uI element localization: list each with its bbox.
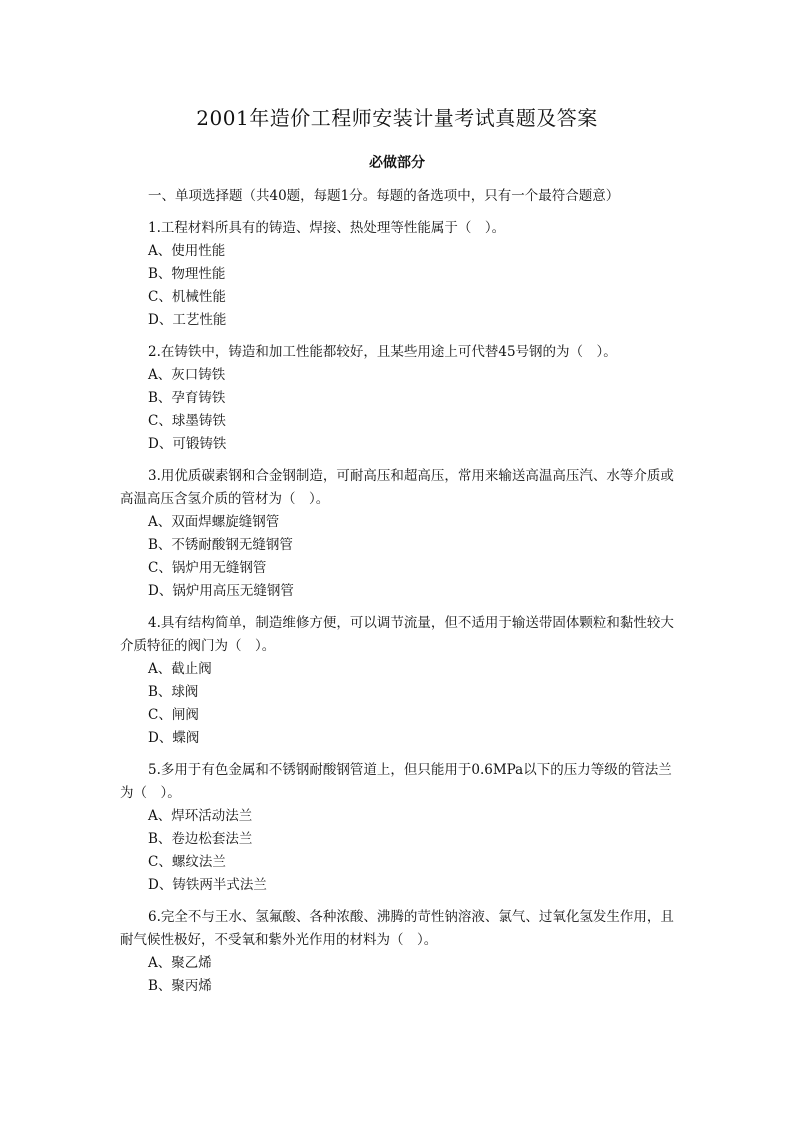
option-list — [120, 952, 680, 998]
option-b: B、球阀 — [148, 684, 199, 700]
question-stem: 5.多用于有色金属和不锈钢耐酸钢管道上，但只能用于0.6MPa以下的压力等级的管法兰为（ ）。 — [120, 762, 672, 801]
option-d: D、铸铁两半式法兰 — [148, 877, 267, 893]
option-b: B、孕育铸铁 — [148, 390, 226, 406]
option-b: B、物理性能 — [148, 266, 226, 282]
option-list — [120, 364, 680, 456]
option-d: D、锅炉用高压无缝钢管 — [148, 583, 294, 599]
option-c: C、球墨铸铁 — [148, 413, 226, 429]
option-b: B、不锈耐酸钢无缝钢管 — [148, 537, 293, 553]
option-d: D、工艺性能 — [148, 312, 227, 328]
question-3 — [120, 465, 680, 603]
option-c: C、闸阀 — [148, 707, 199, 723]
option-b: B、聚丙烯 — [148, 978, 212, 994]
section-heading: 必做部分 — [369, 155, 425, 171]
option-list — [120, 658, 680, 750]
question-4 — [120, 612, 680, 750]
question-6 — [120, 906, 680, 998]
option-a: A、焊环活动法兰 — [148, 808, 253, 824]
question-type-instructions: 一、单项选择题（共40题，每题1分。每题的备选项中，只有一个最符合题意） — [148, 188, 620, 204]
option-a: A、灰口铸铁 — [148, 367, 226, 383]
question-stem: 2.在铸铁中，铸造和加工性能都较好，且某些用途上可代替45号钢的为（ ）。 — [148, 344, 617, 360]
option-a: A、双面焊螺旋缝钢管 — [148, 514, 280, 530]
option-b: B、卷边松套法兰 — [148, 831, 253, 847]
question-stem: 6.完全不与王水、氢氟酸、各种浓酸、沸腾的苛性钠溶液、氯气、过氧化氢发生作用，且耐气候性极好，不受氧和紫外光作用的材料为（ ）。 — [120, 909, 674, 948]
option-list — [120, 511, 680, 603]
option-c: C、机械性能 — [148, 289, 226, 305]
question-5 — [120, 759, 680, 897]
question-1 — [120, 217, 680, 332]
document-title: 2001年造价工程师安装计量考试真题及答案 — [196, 106, 598, 130]
question-stem: 4.具有结构简单，制造维修方便，可以调节流量，但不适用于输送带固体颗粒和黏性较大介质特征的阀门为（ ）。 — [120, 615, 674, 654]
option-c: C、锅炉用无缝钢管 — [148, 560, 267, 576]
option-d: D、蝶阀 — [148, 730, 200, 746]
option-a: A、截止阀 — [148, 661, 212, 677]
option-d: D、可锻铸铁 — [148, 436, 227, 452]
option-list — [120, 805, 680, 897]
question-stem: 3.用优质碳素钢和合金钢制造，可耐高压和超高压，常用来输送高温高压汽、水等介质或高温高压含氢介质的管材为（ ）。 — [120, 468, 674, 507]
option-c: C、螺纹法兰 — [148, 854, 226, 870]
question-stem: 1.工程材料所具有的铸造、焊接、热处理等性能属于（ ）。 — [148, 220, 506, 236]
question-2 — [120, 341, 680, 456]
option-list — [120, 240, 680, 332]
option-a: A、聚乙烯 — [148, 955, 212, 971]
option-a: A、使用性能 — [148, 243, 226, 259]
question-list — [120, 217, 680, 1007]
